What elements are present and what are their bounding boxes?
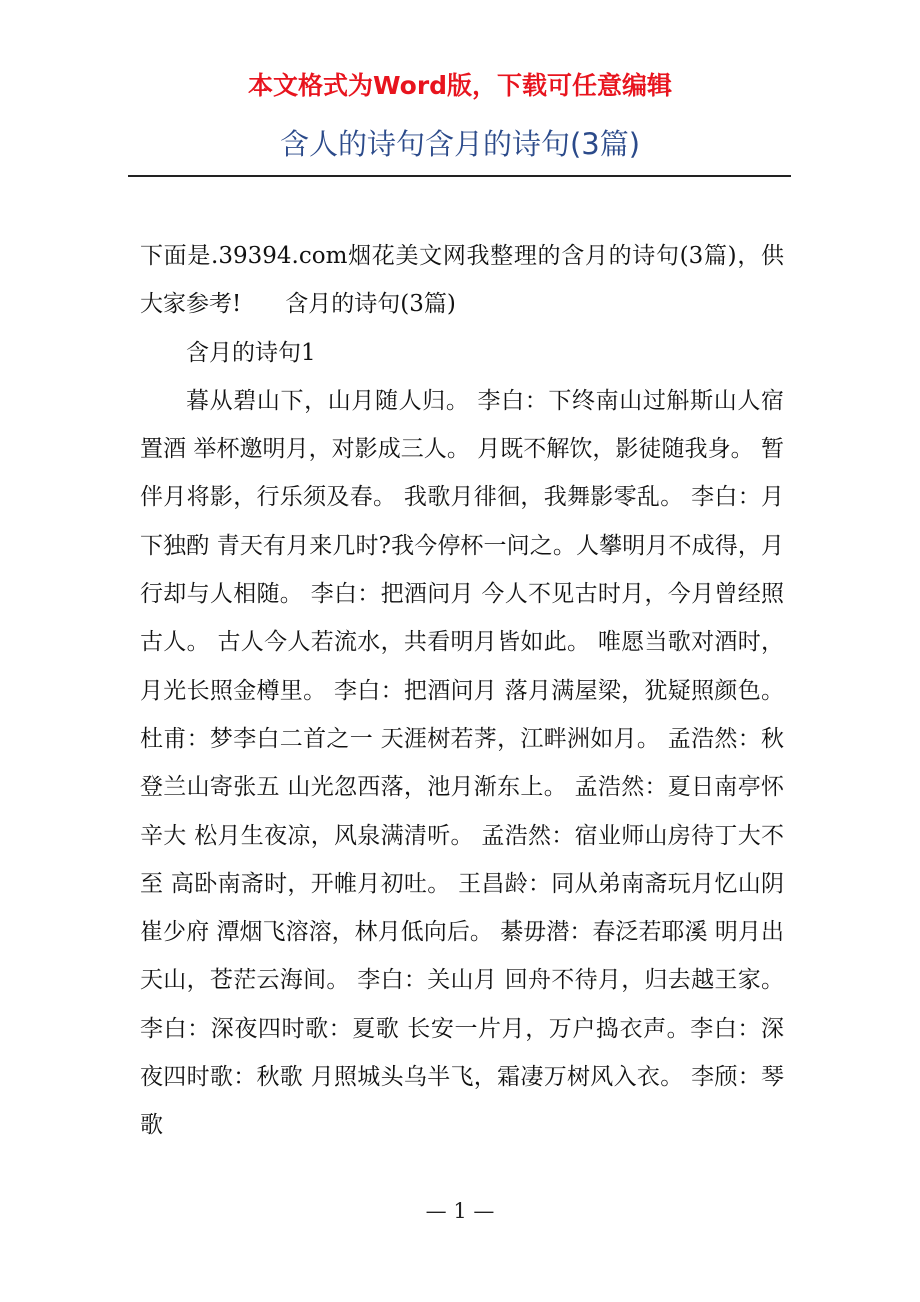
poem-paragraph: 暮从碧山下，山月随人归。 李白：下终南山过斛斯山人宿置酒 举杯邀明月，对影成三人。 月既不解饮，影徒随我身。 暂伴月将影，行乐须及春。 我歌月徘徊，我舞影零乱。 李白：月下独酌 青天有月来几时?我今停杯一问之。人攀明月不成得，月行却与人相随。 李白：把酒问月 今人不见古时月，今月曾经照古人。 古人今人若流水，共看明月皆如此。 唯愿当歌对酒时，月光长照金樽里。 李白：把酒问月 落月满屋梁，犹疑照颜色。 杜甫：梦李白二首之一 天涯树若荠，江畔洲如月。 孟浩然：秋登兰山寄张五 山光忽西落，池月渐东上。 孟浩然：夏日南亭怀辛大 松月生夜凉，风泉满清听。 孟浩然：宿业师山房待丁大不至 高卧南斋时，开帷月初吐。 王昌龄：同从弟南斋玩月忆山阴崔少府 潭烟飞溶溶，林月低向后。 綦毋潜：春泛若耶溪 明月出天山，苍茫云海间。 李白：关山月 回舟不待月，归去越王家。 李白：深夜四时歌：夏歌 长安一片月，万户捣衣声。李白：深夜四时歌：秋歌 月照城头乌半飞，霜凄万树风入衣。 李颀：琴歌 bbox=[140, 387, 784, 1139]
page-number: — 1 — bbox=[425, 1199, 495, 1223]
section-heading: 含月的诗句1 bbox=[186, 339, 316, 366]
intro-text: 下面是.39394.com烟花美文网我整理的含月的诗句(3篇)，供大家参考! bbox=[140, 243, 784, 318]
title-divider bbox=[128, 175, 791, 177]
format-notice-banner: 本文格式为Word版，下载可任意编辑 bbox=[247, 71, 673, 100]
intro-paragraph bbox=[140, 232, 784, 329]
document-body bbox=[140, 232, 784, 1150]
intro-heading: 含月的诗句(3篇) bbox=[285, 291, 456, 318]
document-title: 含人的诗句含月的诗句(3篇) bbox=[279, 127, 641, 161]
